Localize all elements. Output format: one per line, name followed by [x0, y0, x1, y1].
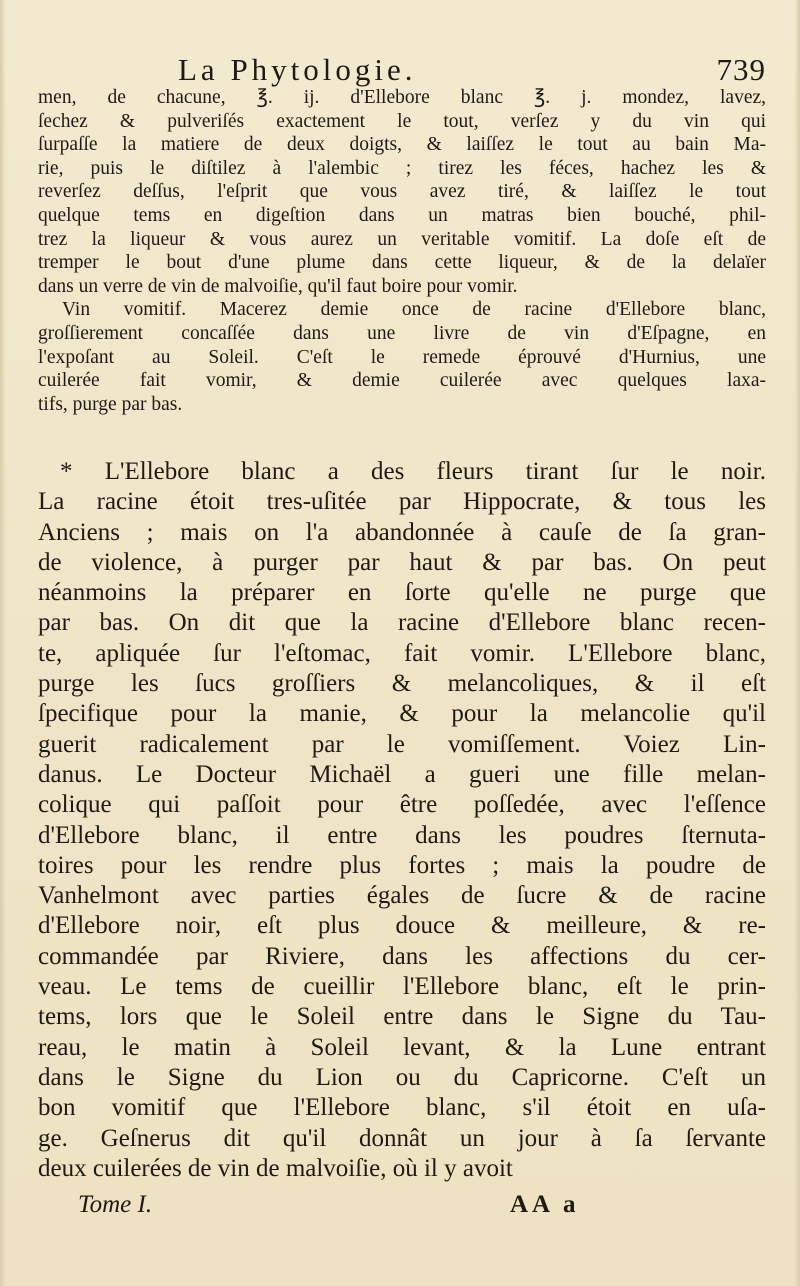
- text-line: d'Ellebore blanc, il entre dans les poudres ſternuta-: [38, 821, 766, 849]
- text-line: reau, le matin à Soleil levant, & la Lune entrant: [38, 1033, 766, 1061]
- text-line: rie, puis le diſtilez à l'alembic ; tirez les féces, hachez les &: [38, 157, 766, 179]
- text-line: ſechez & pulveriſés exactement le tout, verſez y du vin qui: [38, 110, 766, 132]
- signature-mark: AA a: [510, 1191, 580, 1218]
- text-line: Vanhelmont avec parties égales de ſucre & de racine: [38, 882, 766, 910]
- text-line: deux cuilerées de vin de malvoiſie, où il y avoit: [38, 1154, 513, 1182]
- text-line: tems, lors que le Soleil entre dans le Signe du Tau-: [38, 1003, 766, 1031]
- text-line: tremper le bout d'une plume dans cette liqueur, & de la delaïer: [38, 252, 766, 274]
- text-line: colique qui paſſoit pour être poſſedée, avec l'eſſence: [38, 791, 766, 819]
- text-line: reverſez deſſus, l'eſprit que vous avez tiré, & laiſſez le tout: [38, 181, 766, 203]
- text-line: toires pour les rendre plus fortes ; mais la poudre de: [38, 851, 766, 879]
- paragraph-vin-vomitif: [38, 298, 766, 416]
- text-line: guerit radicalement par le vomiſſement. Voiez Lin-: [38, 730, 766, 758]
- text-line: ſpecifique pour la manie, & pour la melancolie qu'il: [38, 700, 766, 728]
- text-line: par bas. On dit que la racine d'Ellebore blanc recen-: [38, 609, 766, 637]
- text-line: men, de chacune, ℥. ij. d'Ellebore blanc ℥. j. mondez, lavez,: [38, 87, 766, 108]
- paragraph-ellebore-blanc: [38, 457, 766, 1184]
- text-line: Anciens ; mais on l'a abandonnée à cauſe de ſa gran-: [38, 518, 766, 546]
- text-line: cuilerée fait vomir, & demie cuilerée avec quelques laxa-: [38, 370, 766, 392]
- main-text-section: [38, 457, 766, 1184]
- page-edge-left: [0, 0, 6, 1286]
- text-line: ſurpaſſe la matiere de deux doigts, & laiſſez le tout au bain Ma-: [38, 134, 766, 156]
- paragraph-recipe: [38, 86, 766, 298]
- text-line: d'Ellebore noir, eſt plus douce & meilleure, & re-: [38, 912, 766, 940]
- text-line: ge. Geſnerus dit qu'il donnât un jour à ſa ſervante: [38, 1124, 766, 1152]
- text-line: trez la liqueur & vous aurez un veritable vomitif. La doſe eſt de: [38, 228, 766, 250]
- text-line: bon vomitif que l'Ellebore blanc, s'il étoit en uſa-: [38, 1094, 766, 1122]
- text-line: * L'Ellebore blanc a des fleurs tirant ſur le noir.: [60, 458, 766, 485]
- text-line: dans le Signe du Lion ou du Capricorne. C'eſt un: [38, 1063, 766, 1091]
- page-edge-right: [794, 0, 800, 1286]
- text-line: La racine étoit tres-uſitée par Hippocrate, & tous les: [38, 488, 766, 516]
- running-title: La Phytologie.: [178, 52, 417, 87]
- text-line: purge les ſucs groſſiers & melancoliques, & il eſt: [38, 670, 766, 698]
- text-line: commandée par Riviere, dans les affections du cer-: [38, 942, 766, 970]
- page-number: 739: [716, 52, 766, 87]
- text-line: quelque tems en digeſtion dans un matras bien bouché, phil-: [38, 204, 766, 226]
- volume-label: Tome I.: [78, 1191, 153, 1218]
- text-line: néanmoins la préparer en ſorte qu'elle ne purge que: [38, 579, 766, 607]
- text-line: l'expoſant au Soleil. C'eſt le remede éprouvé d'Hurnius, une: [38, 346, 766, 368]
- text-line: danus. Le Docteur Michaël a gueri une fille melan-: [38, 760, 766, 788]
- small-print-section: [38, 86, 766, 416]
- text-line: Vin vomitif. Macerez demie once de racine d'Ellebore blanc,: [62, 299, 766, 321]
- text-line: dans un verre de vin de malvoiſie, qu'il faut boire pour vomir.: [38, 275, 518, 297]
- text-line: te, apliquée ſur l'eſtomac, fait vomir. L'Ellebore blanc,: [38, 639, 766, 667]
- text-line: de violence, à purger par haut & par bas. On peut: [38, 548, 766, 576]
- page-footer: [78, 1191, 598, 1227]
- text-line: veau. Le tems de cueillir l'Ellebore blanc, eſt le prin-: [38, 973, 766, 1001]
- text-line: groſſierement concaſſée dans une livre de vin d'Eſpagne, en: [38, 322, 766, 344]
- text-line: tifs, purge par bas.: [38, 393, 183, 415]
